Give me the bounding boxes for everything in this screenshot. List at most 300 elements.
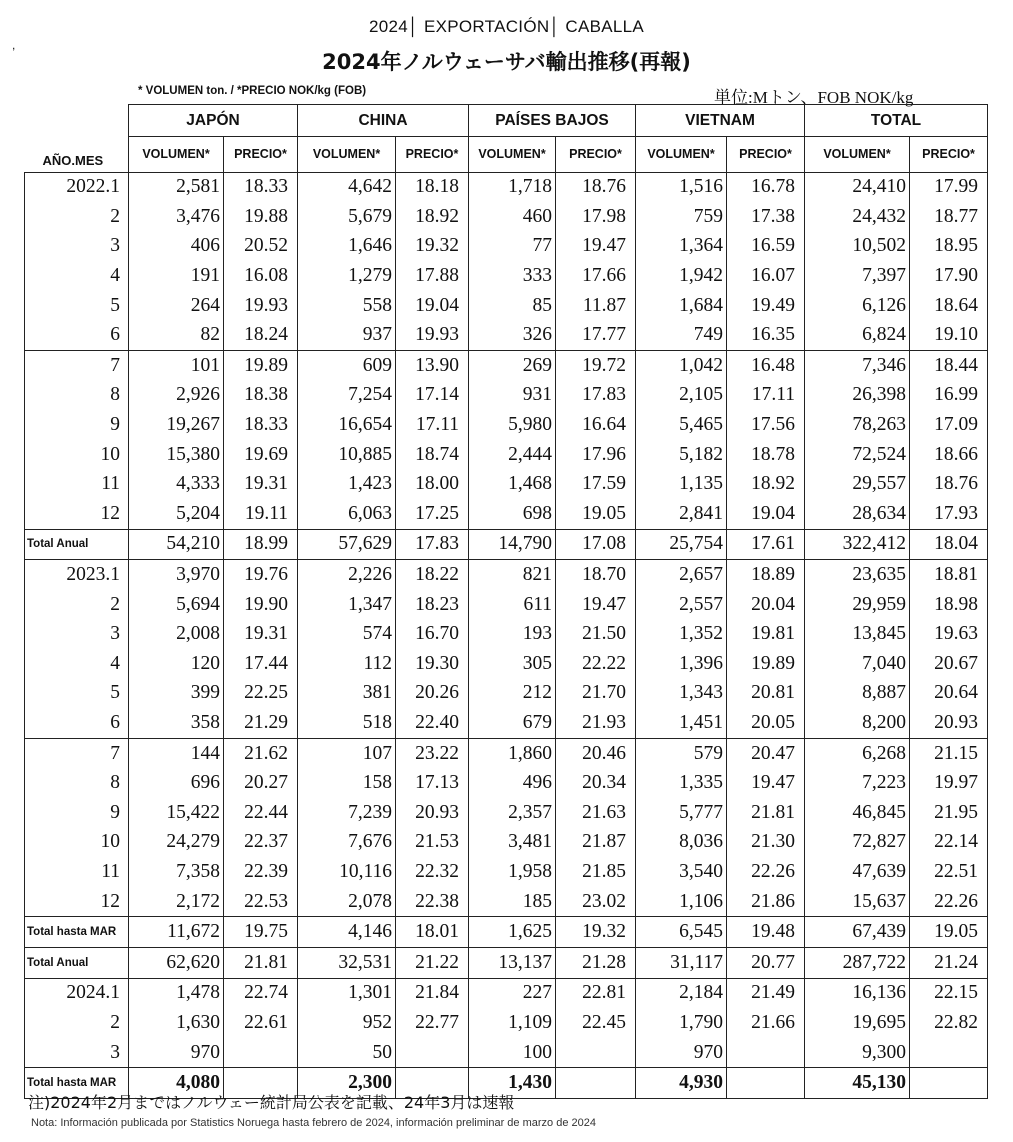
row-label: 11 — [25, 857, 129, 887]
volumen-cell: 358 — [129, 708, 224, 738]
volumen-cell: 185 — [469, 887, 556, 917]
volumen-cell: 5,694 — [129, 590, 224, 620]
precio-cell: 17.13 — [396, 768, 469, 798]
precio-cell: 19.32 — [556, 917, 636, 948]
volumen-cell: 696 — [129, 768, 224, 798]
volumen-cell: 2,557 — [636, 590, 727, 620]
precio-cell — [910, 1068, 988, 1099]
precio-cell: 20.93 — [396, 798, 469, 828]
precio-cell: 22.51 — [910, 857, 988, 887]
volumen-cell: 3,476 — [129, 202, 224, 232]
row-label: 8 — [25, 768, 129, 798]
precio-cell — [727, 1038, 805, 1068]
table-row — [25, 619, 988, 649]
precio-cell: 17.83 — [396, 529, 469, 560]
precio-cell: 21.24 — [910, 947, 988, 978]
volumen-cell: 32,531 — [298, 947, 396, 978]
volumen-cell: 1,279 — [298, 261, 396, 291]
volumen-cell: 24,410 — [805, 172, 910, 202]
table-row — [25, 291, 988, 321]
volumen-cell: 62,620 — [129, 947, 224, 978]
volumen-cell: 518 — [298, 708, 396, 738]
table-row — [25, 202, 988, 232]
volumen-cell: 227 — [469, 978, 556, 1008]
volumen-cell: 28,634 — [805, 499, 910, 529]
precio-cell: 22.40 — [396, 708, 469, 738]
precio-cell: 16.35 — [727, 320, 805, 350]
precio-cell: 19.88 — [224, 202, 298, 232]
volumen-cell: 47,639 — [805, 857, 910, 887]
precio-cell: 17.11 — [727, 381, 805, 411]
precio-cell: 19.81 — [727, 619, 805, 649]
volumen-cell: 212 — [469, 679, 556, 709]
precio-cell: 18.89 — [727, 560, 805, 590]
precio-cell: 18.33 — [224, 172, 298, 202]
row-label: 5 — [25, 291, 129, 321]
precio-cell: 22.82 — [910, 1008, 988, 1038]
header-paises-bajos: PAÍSES BAJOS — [469, 105, 636, 137]
precio-cell: 19.69 — [224, 440, 298, 470]
precio-cell: 18.78 — [727, 440, 805, 470]
precio-cell: 18.22 — [396, 560, 469, 590]
precio-cell: 16.78 — [727, 172, 805, 202]
volumen-cell: 1,646 — [298, 232, 396, 262]
precio-cell: 18.24 — [224, 320, 298, 350]
units-note: * VOLUMEN ton. / *PRECIO NOK/kg (FOB) — [138, 85, 367, 97]
table-row — [25, 947, 988, 978]
row-label: 3 — [25, 619, 129, 649]
volumen-cell: 15,637 — [805, 887, 910, 917]
volumen-cell: 15,380 — [129, 440, 224, 470]
precio-cell: 22.44 — [224, 798, 298, 828]
row-label: 2023.1 — [25, 560, 129, 590]
volumen-cell: 78,263 — [805, 410, 910, 440]
volumen-cell: 100 — [469, 1038, 556, 1068]
volumen-cell: 2,172 — [129, 887, 224, 917]
table-row — [25, 679, 988, 709]
volumen-cell: 1,684 — [636, 291, 727, 321]
precio-cell: 16.99 — [910, 381, 988, 411]
precio-cell: 19.31 — [224, 469, 298, 499]
volumen-cell: 19,267 — [129, 410, 224, 440]
row-label: Total Anual — [25, 529, 129, 560]
volumen-cell: 4,333 — [129, 469, 224, 499]
precio-cell: 18.33 — [224, 410, 298, 440]
precio-cell: 20.52 — [224, 232, 298, 262]
precio-cell: 17.14 — [396, 381, 469, 411]
precio-cell: 19.11 — [224, 499, 298, 529]
precio-cell: 19.05 — [910, 917, 988, 948]
precio-cell: 18.00 — [396, 469, 469, 499]
row-label: 7 — [25, 738, 129, 768]
precio-cell — [727, 1068, 805, 1099]
volumen-cell: 7,239 — [298, 798, 396, 828]
volumen-cell: 5,679 — [298, 202, 396, 232]
volumen-cell: 25,754 — [636, 529, 727, 560]
header-blank — [25, 105, 129, 137]
table-row — [25, 172, 988, 202]
row-label: 12 — [25, 499, 129, 529]
header-total: TOTAL — [805, 105, 988, 137]
precio-cell — [556, 1068, 636, 1099]
table-row — [25, 978, 988, 1008]
volumen-cell: 1,478 — [129, 978, 224, 1008]
volumen-cell: 10,116 — [298, 857, 396, 887]
volumen-cell: 1,335 — [636, 768, 727, 798]
volumen-cell: 9,300 — [805, 1038, 910, 1068]
volumen-cell: 67,439 — [805, 917, 910, 948]
precio-cell: 16.07 — [727, 261, 805, 291]
precio-cell: 17.83 — [556, 381, 636, 411]
header-precio: PRECIO* — [910, 137, 988, 173]
header-japon: JAPÓN — [129, 105, 298, 137]
precio-cell: 19.63 — [910, 619, 988, 649]
volumen-cell: 77 — [469, 232, 556, 262]
precio-cell: 19.72 — [556, 351, 636, 381]
volumen-cell: 16,654 — [298, 410, 396, 440]
page-title: 2024│ EXPORTACIÓN│ CABALLA — [368, 17, 645, 36]
table-row — [25, 917, 988, 948]
precio-cell: 17.08 — [556, 529, 636, 560]
precio-cell: 21.63 — [556, 798, 636, 828]
volumen-cell: 1,352 — [636, 619, 727, 649]
precio-cell: 18.38 — [224, 381, 298, 411]
volumen-cell: 2,357 — [469, 798, 556, 828]
row-label: 4 — [25, 261, 129, 291]
precio-cell: 17.25 — [396, 499, 469, 529]
row-label: 8 — [25, 381, 129, 411]
precio-cell: 18.74 — [396, 440, 469, 470]
volumen-cell: 460 — [469, 202, 556, 232]
volumen-cell: 1,630 — [129, 1008, 224, 1038]
precio-cell: 21.87 — [556, 828, 636, 858]
table-row — [25, 1038, 988, 1068]
volumen-cell: 5,980 — [469, 410, 556, 440]
precio-cell: 21.95 — [910, 798, 988, 828]
volumen-cell: 120 — [129, 649, 224, 679]
table-row — [25, 738, 988, 768]
precio-cell: 21.84 — [396, 978, 469, 1008]
volumen-cell: 1,301 — [298, 978, 396, 1008]
volumen-cell: 1,625 — [469, 917, 556, 948]
precio-cell: 21.93 — [556, 708, 636, 738]
precio-cell: 19.47 — [727, 768, 805, 798]
volumen-cell: 6,268 — [805, 738, 910, 768]
volumen-cell: 7,223 — [805, 768, 910, 798]
volumen-cell: 2,226 — [298, 560, 396, 590]
precio-cell: 21.85 — [556, 857, 636, 887]
volumen-cell: 1,430 — [469, 1068, 556, 1099]
row-label: 6 — [25, 708, 129, 738]
row-label: 4 — [25, 649, 129, 679]
precio-cell: 23.22 — [396, 738, 469, 768]
volumen-cell: 287,722 — [805, 947, 910, 978]
volumen-cell: 496 — [469, 768, 556, 798]
volumen-cell: 609 — [298, 351, 396, 381]
precio-cell: 20.34 — [556, 768, 636, 798]
volumen-cell: 13,845 — [805, 619, 910, 649]
precio-cell: 20.77 — [727, 947, 805, 978]
precio-cell: 18.23 — [396, 590, 469, 620]
footnote-spanish: Nota: Información publicada por Statistics Noruega hasta febrero de 2024, información preliminar de marzo de 2024 — [31, 1117, 596, 1129]
precio-cell — [224, 1038, 298, 1068]
precio-cell: 19.05 — [556, 499, 636, 529]
precio-cell: 19.97 — [910, 768, 988, 798]
precio-cell: 22.32 — [396, 857, 469, 887]
volumen-cell: 7,676 — [298, 828, 396, 858]
volumen-cell: 2,926 — [129, 381, 224, 411]
precio-cell: 19.93 — [224, 291, 298, 321]
precio-cell: 18.92 — [727, 469, 805, 499]
volumen-cell: 579 — [636, 738, 727, 768]
volumen-cell: 2,444 — [469, 440, 556, 470]
volumen-cell: 72,524 — [805, 440, 910, 470]
precio-cell: 20.27 — [224, 768, 298, 798]
precio-cell: 16.08 — [224, 261, 298, 291]
precio-cell: 18.99 — [224, 529, 298, 560]
volumen-cell: 4,930 — [636, 1068, 727, 1099]
volumen-cell: 2,008 — [129, 619, 224, 649]
precio-cell: 17.61 — [727, 529, 805, 560]
precio-cell: 16.59 — [727, 232, 805, 262]
header-volumen: VOLUMEN* — [469, 137, 556, 173]
precio-cell: 17.38 — [727, 202, 805, 232]
table-row — [25, 381, 988, 411]
precio-cell: 17.88 — [396, 261, 469, 291]
precio-cell: 21.22 — [396, 947, 469, 978]
precio-cell: 22.26 — [910, 887, 988, 917]
precio-cell: 16.70 — [396, 619, 469, 649]
precio-cell: 17.96 — [556, 440, 636, 470]
header-precio: PRECIO* — [396, 137, 469, 173]
precio-cell: 18.77 — [910, 202, 988, 232]
precio-cell: 21.28 — [556, 947, 636, 978]
header-ano-mes: AÑO.MES — [25, 137, 129, 173]
volumen-cell: 749 — [636, 320, 727, 350]
precio-cell: 22.81 — [556, 978, 636, 1008]
volumen-cell: 26,398 — [805, 381, 910, 411]
row-label: 5 — [25, 679, 129, 709]
volumen-cell: 24,432 — [805, 202, 910, 232]
volumen-cell: 322,412 — [805, 529, 910, 560]
row-label: Total hasta MAR — [25, 917, 129, 948]
precio-cell: 20.04 — [727, 590, 805, 620]
volumen-cell: 10,502 — [805, 232, 910, 262]
volumen-cell: 1,042 — [636, 351, 727, 381]
volumen-cell: 101 — [129, 351, 224, 381]
precio-cell: 19.48 — [727, 917, 805, 948]
volumen-cell: 4,642 — [298, 172, 396, 202]
volumen-cell: 937 — [298, 320, 396, 350]
precio-cell: 21.62 — [224, 738, 298, 768]
corner-mark: , — [12, 38, 16, 52]
page-subtitle: 2024年ノルウェーサバ輸出推移(再報) — [322, 50, 691, 74]
volumen-cell: 1,468 — [469, 469, 556, 499]
precio-cell: 21.30 — [727, 828, 805, 858]
precio-cell: 22.15 — [910, 978, 988, 1008]
precio-cell: 22.25 — [224, 679, 298, 709]
precio-cell: 17.59 — [556, 469, 636, 499]
precio-cell: 19.04 — [396, 291, 469, 321]
volumen-cell: 1,718 — [469, 172, 556, 202]
volumen-cell: 759 — [636, 202, 727, 232]
precio-cell: 17.09 — [910, 410, 988, 440]
volumen-cell: 82 — [129, 320, 224, 350]
volumen-cell: 1,516 — [636, 172, 727, 202]
volumen-cell: 10,885 — [298, 440, 396, 470]
row-label: 11 — [25, 469, 129, 499]
volumen-cell: 1,364 — [636, 232, 727, 262]
volumen-cell: 8,887 — [805, 679, 910, 709]
volumen-cell: 2,184 — [636, 978, 727, 1008]
volumen-cell: 1,958 — [469, 857, 556, 887]
precio-cell: 18.64 — [910, 291, 988, 321]
volumen-cell: 333 — [469, 261, 556, 291]
volumen-cell: 107 — [298, 738, 396, 768]
precio-cell: 23.02 — [556, 887, 636, 917]
volumen-cell: 7,040 — [805, 649, 910, 679]
volumen-cell: 2,078 — [298, 887, 396, 917]
table-row — [25, 798, 988, 828]
row-label: 2 — [25, 590, 129, 620]
precio-cell: 21.70 — [556, 679, 636, 709]
precio-cell: 19.89 — [727, 649, 805, 679]
precio-cell: 22.45 — [556, 1008, 636, 1038]
volumen-cell: 6,545 — [636, 917, 727, 948]
precio-cell: 21.50 — [556, 619, 636, 649]
precio-cell: 17.90 — [910, 261, 988, 291]
volumen-cell: 399 — [129, 679, 224, 709]
volumen-cell: 2,657 — [636, 560, 727, 590]
table-row — [25, 1008, 988, 1038]
volumen-cell: 6,063 — [298, 499, 396, 529]
precio-cell: 18.44 — [910, 351, 988, 381]
row-label: 12 — [25, 887, 129, 917]
precio-cell: 18.76 — [556, 172, 636, 202]
precio-cell: 22.77 — [396, 1008, 469, 1038]
volumen-cell: 54,210 — [129, 529, 224, 560]
header-volumen: VOLUMEN* — [298, 137, 396, 173]
row-label: 9 — [25, 798, 129, 828]
volumen-cell: 1,942 — [636, 261, 727, 291]
volumen-cell: 72,827 — [805, 828, 910, 858]
header-precio: PRECIO* — [727, 137, 805, 173]
volumen-cell: 5,465 — [636, 410, 727, 440]
volumen-cell: 269 — [469, 351, 556, 381]
precio-cell: 18.18 — [396, 172, 469, 202]
precio-cell: 20.64 — [910, 679, 988, 709]
row-label: 2022.1 — [25, 172, 129, 202]
table-row — [25, 649, 988, 679]
volumen-cell: 5,777 — [636, 798, 727, 828]
table-row — [25, 828, 988, 858]
precio-cell: 20.67 — [910, 649, 988, 679]
precio-cell: 20.26 — [396, 679, 469, 709]
precio-cell: 21.86 — [727, 887, 805, 917]
row-label: 2024.1 — [25, 978, 129, 1008]
volumen-cell: 264 — [129, 291, 224, 321]
precio-cell: 17.44 — [224, 649, 298, 679]
precio-cell: 20.46 — [556, 738, 636, 768]
precio-cell: 22.22 — [556, 649, 636, 679]
volumen-cell: 16,136 — [805, 978, 910, 1008]
volumen-cell: 23,635 — [805, 560, 910, 590]
volumen-cell: 50 — [298, 1038, 396, 1068]
precio-cell: 18.76 — [910, 469, 988, 499]
precio-cell: 22.14 — [910, 828, 988, 858]
volumen-cell: 24,279 — [129, 828, 224, 858]
precio-cell: 19.47 — [556, 232, 636, 262]
volumen-cell: 3,540 — [636, 857, 727, 887]
precio-cell: 18.92 — [396, 202, 469, 232]
precio-cell — [396, 1038, 469, 1068]
volumen-cell: 1,347 — [298, 590, 396, 620]
table-row — [25, 768, 988, 798]
volumen-cell: 7,254 — [298, 381, 396, 411]
volumen-cell: 7,397 — [805, 261, 910, 291]
volumen-cell: 8,036 — [636, 828, 727, 858]
row-label: 2 — [25, 202, 129, 232]
table-row — [25, 887, 988, 917]
precio-cell: 21.15 — [910, 738, 988, 768]
row-label: 6 — [25, 320, 129, 350]
precio-cell: 22.26 — [727, 857, 805, 887]
volumen-cell: 1,109 — [469, 1008, 556, 1038]
precio-cell: 17.77 — [556, 320, 636, 350]
volumen-cell: 305 — [469, 649, 556, 679]
volumen-cell: 1,343 — [636, 679, 727, 709]
volumen-cell: 6,126 — [805, 291, 910, 321]
precio-cell: 19.32 — [396, 232, 469, 262]
volumen-cell: 29,557 — [805, 469, 910, 499]
volumen-cell: 1,451 — [636, 708, 727, 738]
table-row — [25, 499, 988, 529]
volumen-cell: 29,959 — [805, 590, 910, 620]
volumen-cell: 970 — [636, 1038, 727, 1068]
precio-cell — [910, 1038, 988, 1068]
precio-cell: 18.81 — [910, 560, 988, 590]
volumen-cell: 1,423 — [298, 469, 396, 499]
volumen-cell: 2,581 — [129, 172, 224, 202]
header-volumen: VOLUMEN* — [129, 137, 224, 173]
precio-cell: 19.31 — [224, 619, 298, 649]
volumen-cell: 85 — [469, 291, 556, 321]
volumen-cell: 57,629 — [298, 529, 396, 560]
volumen-cell: 679 — [469, 708, 556, 738]
volumen-cell: 326 — [469, 320, 556, 350]
precio-cell: 20.47 — [727, 738, 805, 768]
header-china: CHINA — [298, 105, 469, 137]
volumen-cell: 2,105 — [636, 381, 727, 411]
precio-cell: 21.53 — [396, 828, 469, 858]
precio-cell: 16.48 — [727, 351, 805, 381]
precio-cell: 20.81 — [727, 679, 805, 709]
volumen-cell: 8,200 — [805, 708, 910, 738]
precio-cell: 19.75 — [224, 917, 298, 948]
precio-cell: 13.90 — [396, 351, 469, 381]
volumen-cell: 931 — [469, 381, 556, 411]
precio-cell: 20.05 — [727, 708, 805, 738]
precio-cell: 22.74 — [224, 978, 298, 1008]
volumen-cell: 1,135 — [636, 469, 727, 499]
table-row — [25, 261, 988, 291]
precio-cell: 19.10 — [910, 320, 988, 350]
precio-cell: 16.64 — [556, 410, 636, 440]
precio-cell: 19.89 — [224, 351, 298, 381]
volumen-cell: 5,182 — [636, 440, 727, 470]
volumen-cell: 4,146 — [298, 917, 396, 948]
volumen-cell: 574 — [298, 619, 396, 649]
